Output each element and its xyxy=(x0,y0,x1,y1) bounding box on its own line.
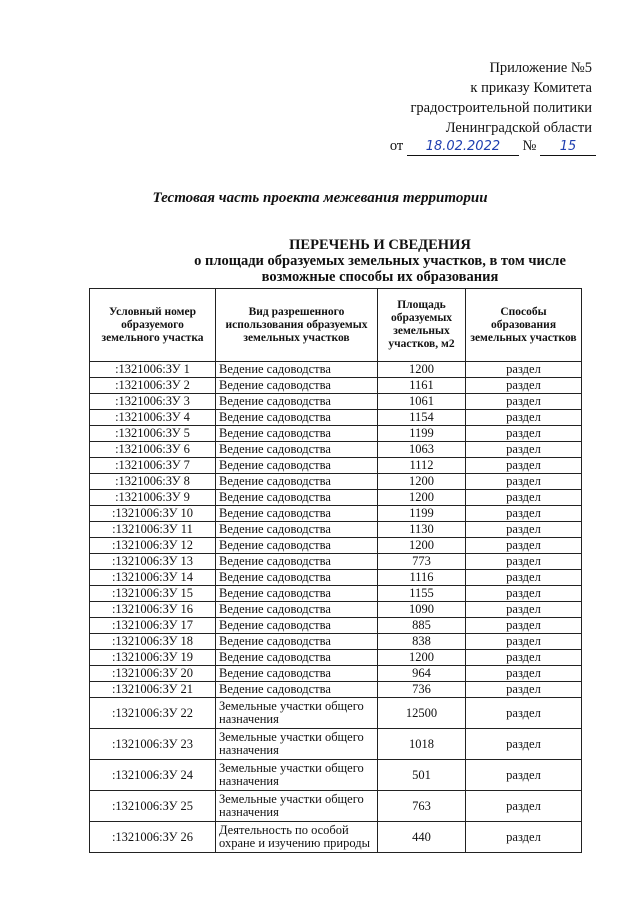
table-row xyxy=(90,394,582,410)
cell-use-type: Ведение садоводства xyxy=(216,650,378,666)
cell-method: раздел xyxy=(466,506,582,522)
cell-area: 1090 xyxy=(378,602,466,618)
table-row xyxy=(90,586,582,602)
order-date: 18.02.2022 xyxy=(425,139,501,154)
table-row xyxy=(90,618,582,634)
cell-plot-id: :1321006:ЗУ 10 xyxy=(90,506,216,522)
table-header-row xyxy=(90,289,582,362)
cell-plot-id: :1321006:ЗУ 13 xyxy=(90,554,216,570)
cell-use-type: Ведение садоводства xyxy=(216,682,378,698)
cell-use-type: Земельные участки общего назначения xyxy=(216,760,378,791)
cell-plot-id: :1321006:ЗУ 16 xyxy=(90,602,216,618)
cell-plot-id: :1321006:ЗУ 24 xyxy=(90,760,216,791)
cell-area: 1130 xyxy=(378,522,466,538)
order-prefix: от xyxy=(389,138,404,154)
cell-method: раздел xyxy=(466,586,582,602)
table-row xyxy=(90,666,582,682)
appendix-header xyxy=(410,58,592,138)
order-line xyxy=(390,138,596,156)
table-row xyxy=(90,410,582,426)
cell-method: раздел xyxy=(466,698,582,729)
cell-area: 1154 xyxy=(378,410,466,426)
table-row xyxy=(90,378,582,394)
table-row xyxy=(90,442,582,458)
appendix-line: Приложение №5 xyxy=(489,60,592,76)
cell-use-type: Земельные участки общего назначения xyxy=(216,698,378,729)
cell-method: раздел xyxy=(466,362,582,378)
cell-use-type: Ведение садоводства xyxy=(216,570,378,586)
order-number: 15 xyxy=(559,139,577,154)
order-number-label: № xyxy=(522,138,537,154)
cell-plot-id: :1321006:ЗУ 1 xyxy=(90,362,216,378)
cell-area: 1200 xyxy=(378,490,466,506)
table-row xyxy=(90,458,582,474)
cell-method: раздел xyxy=(466,554,582,570)
cell-plot-id: :1321006:ЗУ 22 xyxy=(90,698,216,729)
cell-area: 1200 xyxy=(378,474,466,490)
cell-method: раздел xyxy=(466,666,582,682)
cell-use-type: Ведение садоводства xyxy=(216,586,378,602)
cell-plot-id: :1321006:ЗУ 17 xyxy=(90,618,216,634)
cell-use-type: Ведение садоводства xyxy=(216,490,378,506)
cell-plot-id: :1321006:ЗУ 15 xyxy=(90,586,216,602)
order-number-slot xyxy=(540,138,596,156)
cell-use-type: Ведение садоводства xyxy=(216,554,378,570)
cell-area: 1061 xyxy=(378,394,466,410)
cell-area: 885 xyxy=(378,618,466,634)
table-row xyxy=(90,362,582,378)
plots-table xyxy=(89,288,582,853)
cell-use-type: Земельные участки общего назначения xyxy=(216,791,378,822)
list-title-line: о площади образуемых земельных участков, в том числе xyxy=(194,253,566,269)
table-row xyxy=(90,426,582,442)
table-row xyxy=(90,522,582,538)
cell-plot-id: :1321006:ЗУ 3 xyxy=(90,394,216,410)
cell-method: раздел xyxy=(466,410,582,426)
cell-plot-id: :1321006:ЗУ 18 xyxy=(90,634,216,650)
order-date-slot xyxy=(407,138,519,156)
table-row xyxy=(90,602,582,618)
cell-plot-id: :1321006:ЗУ 14 xyxy=(90,570,216,586)
cell-use-type: Ведение садоводства xyxy=(216,522,378,538)
cell-area: 1200 xyxy=(378,650,466,666)
cell-area: 501 xyxy=(378,760,466,791)
table-row xyxy=(90,682,582,698)
cell-plot-id: :1321006:ЗУ 20 xyxy=(90,666,216,682)
cell-area: 838 xyxy=(378,634,466,650)
cell-use-type: Ведение садоводства xyxy=(216,634,378,650)
cell-method: раздел xyxy=(466,538,582,554)
cell-plot-id: :1321006:ЗУ 21 xyxy=(90,682,216,698)
appendix-line: градостроительной политики xyxy=(410,100,592,116)
table-row xyxy=(90,729,582,760)
cell-area: 763 xyxy=(378,791,466,822)
cell-method: раздел xyxy=(466,570,582,586)
cell-method: раздел xyxy=(466,426,582,442)
cell-plot-id: :1321006:ЗУ 25 xyxy=(90,791,216,822)
cell-method: раздел xyxy=(466,682,582,698)
cell-area: 1200 xyxy=(378,362,466,378)
table-body xyxy=(90,362,582,853)
cell-area: 440 xyxy=(378,822,466,853)
cell-plot-id: :1321006:ЗУ 8 xyxy=(90,474,216,490)
cell-plot-id: :1321006:ЗУ 26 xyxy=(90,822,216,853)
cell-method: раздел xyxy=(466,760,582,791)
cell-method: раздел xyxy=(466,474,582,490)
cell-area: 1018 xyxy=(378,729,466,760)
cell-method: раздел xyxy=(466,458,582,474)
cell-plot-id: :1321006:ЗУ 19 xyxy=(90,650,216,666)
cell-area: 1063 xyxy=(378,442,466,458)
cell-plot-id: :1321006:ЗУ 5 xyxy=(90,426,216,442)
cell-area: 1199 xyxy=(378,426,466,442)
cell-area: 773 xyxy=(378,554,466,570)
cell-area: 1112 xyxy=(378,458,466,474)
cell-method: раздел xyxy=(466,729,582,760)
document-title: Тестовая часть проекта межевания территории xyxy=(152,190,488,206)
list-title-line: возможные способы их образования xyxy=(261,269,499,285)
list-title xyxy=(120,237,640,285)
cell-plot-id: :1321006:ЗУ 7 xyxy=(90,458,216,474)
cell-use-type: Ведение садоводства xyxy=(216,602,378,618)
cell-area: 1155 xyxy=(378,586,466,602)
cell-use-type: Ведение садоводства xyxy=(216,666,378,682)
cell-method: раздел xyxy=(466,634,582,650)
list-title-line: ПЕРЕЧЕНЬ И СВЕДЕНИЯ xyxy=(289,237,471,253)
cell-area: 736 xyxy=(378,682,466,698)
cell-method: раздел xyxy=(466,791,582,822)
table-row xyxy=(90,650,582,666)
cell-use-type: Ведение садоводства xyxy=(216,410,378,426)
cell-use-type: Ведение садоводства xyxy=(216,378,378,394)
cell-area: 964 xyxy=(378,666,466,682)
cell-use-type: Ведение садоводства xyxy=(216,362,378,378)
cell-use-type: Ведение садоводства xyxy=(216,394,378,410)
cell-method: раздел xyxy=(466,618,582,634)
cell-use-type: Ведение садоводства xyxy=(216,426,378,442)
table-row xyxy=(90,791,582,822)
cell-plot-id: :1321006:ЗУ 2 xyxy=(90,378,216,394)
cell-plot-id: :1321006:ЗУ 11 xyxy=(90,522,216,538)
cell-area: 1200 xyxy=(378,538,466,554)
cell-method: раздел xyxy=(466,650,582,666)
table-row xyxy=(90,760,582,791)
column-header-method: Способы образования земельных участков xyxy=(466,289,582,362)
table-row xyxy=(90,698,582,729)
appendix-line: к приказу Комитета xyxy=(470,80,592,96)
cell-plot-id: :1321006:ЗУ 23 xyxy=(90,729,216,760)
cell-method: раздел xyxy=(466,378,582,394)
cell-use-type: Земельные участки общего назначения xyxy=(216,729,378,760)
cell-method: раздел xyxy=(466,490,582,506)
cell-method: раздел xyxy=(466,442,582,458)
appendix-line: Ленинградской области xyxy=(445,120,592,136)
cell-plot-id: :1321006:ЗУ 4 xyxy=(90,410,216,426)
cell-use-type: Ведение садоводства xyxy=(216,506,378,522)
table-row xyxy=(90,634,582,650)
cell-use-type: Ведение садоводства xyxy=(216,442,378,458)
cell-method: раздел xyxy=(466,522,582,538)
cell-use-type: Ведение садоводства xyxy=(216,618,378,634)
cell-area: 1199 xyxy=(378,506,466,522)
cell-method: раздел xyxy=(466,394,582,410)
column-header-plot-id: Условный номер образуемого земельного участка xyxy=(90,289,216,362)
table-row xyxy=(90,538,582,554)
table-row xyxy=(90,490,582,506)
table-row xyxy=(90,822,582,853)
cell-area: 12500 xyxy=(378,698,466,729)
cell-plot-id: :1321006:ЗУ 9 xyxy=(90,490,216,506)
cell-use-type: Ведение садоводства xyxy=(216,474,378,490)
table-row xyxy=(90,506,582,522)
cell-method: раздел xyxy=(466,602,582,618)
cell-use-type: Деятельность по особой охране и изучению природы xyxy=(216,822,378,853)
cell-area: 1116 xyxy=(378,570,466,586)
cell-plot-id: :1321006:ЗУ 6 xyxy=(90,442,216,458)
cell-method: раздел xyxy=(466,822,582,853)
table-row xyxy=(90,474,582,490)
cell-plot-id: :1321006:ЗУ 12 xyxy=(90,538,216,554)
table-row xyxy=(90,570,582,586)
cell-use-type: Ведение садоводства xyxy=(216,538,378,554)
column-header-use-type: Вид разрешенного использования образуемых земельных участков xyxy=(216,289,378,362)
cell-area: 1161 xyxy=(378,378,466,394)
cell-use-type: Ведение садоводства xyxy=(216,458,378,474)
table-row xyxy=(90,554,582,570)
column-header-area: Площадь образуемых земельных участков, м2 xyxy=(378,289,466,362)
